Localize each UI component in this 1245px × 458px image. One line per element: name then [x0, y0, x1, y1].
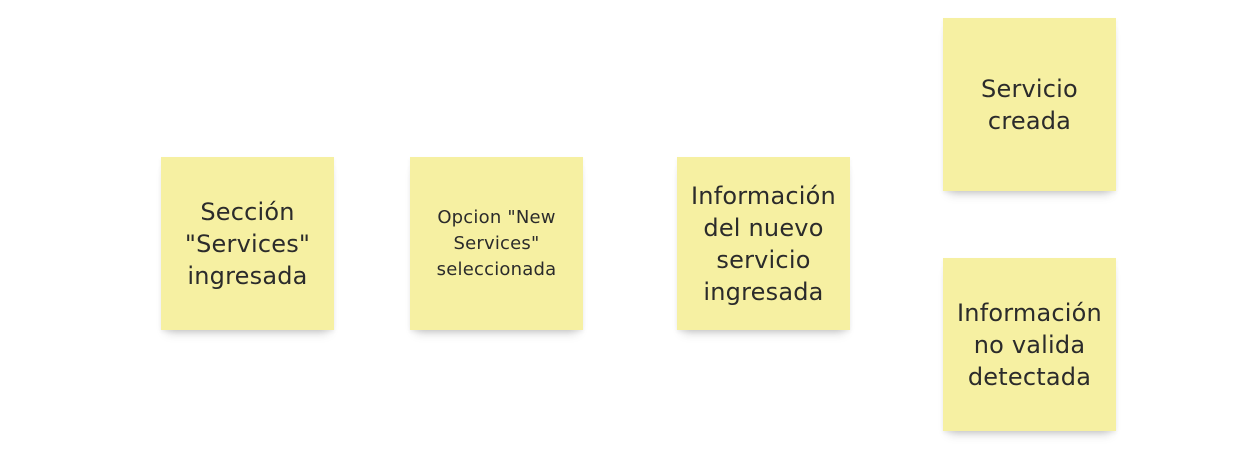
sticky-note-opcion-new-services[interactable]: [410, 157, 583, 330]
sticky-note-seccion-services[interactable]: [161, 157, 334, 330]
sticky-note-servicio-creada[interactable]: [943, 18, 1116, 191]
sticky-note-text: Sección "Services" ingresada: [184, 197, 311, 290]
sticky-note-text: Opcion "New Services" seleccionada: [436, 206, 557, 280]
sticky-note-informacion-no-valida[interactable]: [943, 258, 1116, 431]
sticky-note-text: Información del nuevo servicio ingresada: [691, 181, 836, 306]
sticky-note-informacion-nuevo-servicio[interactable]: [677, 157, 850, 330]
sticky-note-text: Servicio creada: [981, 74, 1078, 135]
sticky-note-text: Información no valida detectada: [957, 298, 1102, 391]
